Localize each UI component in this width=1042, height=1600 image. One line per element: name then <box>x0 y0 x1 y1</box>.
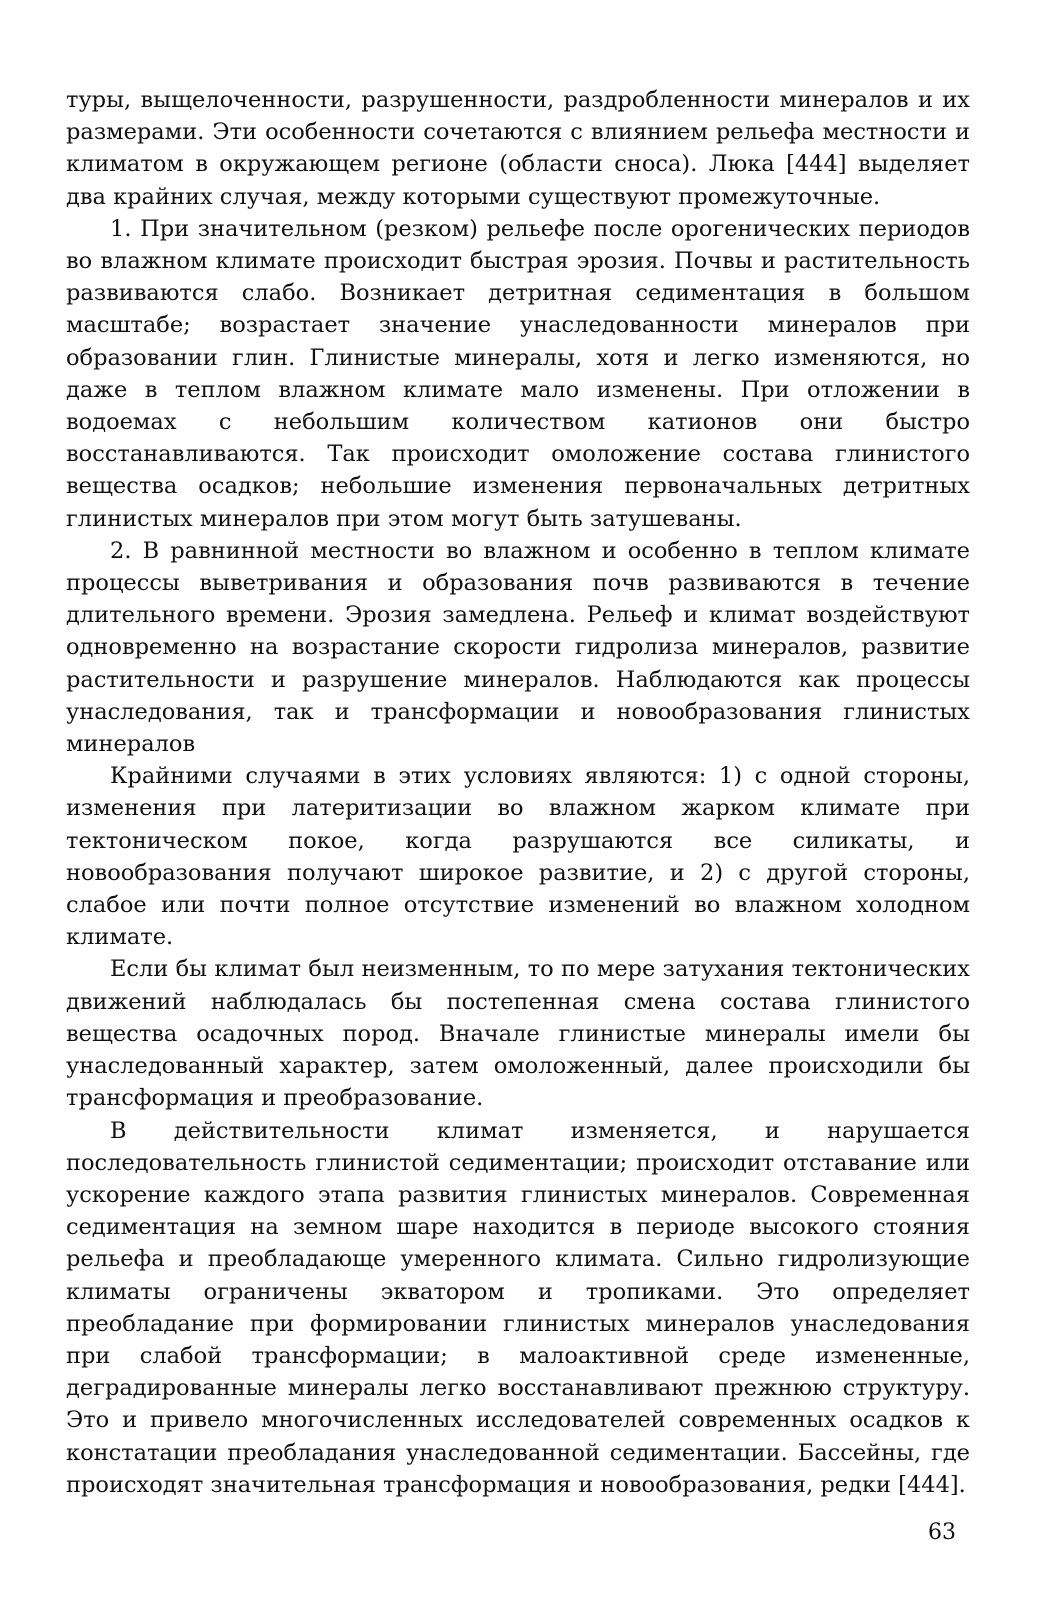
paragraph-continuation: туры, выщелоченности, разрушенности, раздробленности минералов и их размерами. Эти особенности сочетаются с влиянием рельефа местности и климатом в окружающем регионе (области сноса). Люка [444] выделяет два крайних случая, между которыми существуют промежуточные. <box>66 87 970 210</box>
paragraph-extreme-cases: Крайними случаями в этих условиях являются: 1) с одной стороны, изменения при латеритизации во влажном жарком климате при тектоническом покое, когда разрушаются все силикаты, и новообразования получают широкое развитие, и 2) с другой стороны, слабое или почти полное отсутствие изменений во влажном холодном климате. <box>66 763 970 951</box>
paragraph-case-2: 2. В равнинной местности во влажном и особенно в теплом климате процессы выветривания и образования почв развиваются в течение длительного времени. Эрозия замедлена. Рельеф и климат воздействуют одновременно на возрастание скорости гидролиза минералов, развитие растительности и разрушение минералов. Наблюдаются как процессы унаследования, так и трансформации и новообразования глинистых минералов <box>66 537 970 758</box>
paragraph-reality: В действительности климат изменяется, и нарушается последовательность глинистой седиментации; происходит отставание или ускорение каждого этапа развития глинистых минералов. Современная седиментация на земном шаре находится в периоде высокого стояния рельефа и преобладающе умеренного климата. Сильно гидролизующие климаты ограничены экватором и тропиками. Это определяет преобладание при формировании глинистых минералов унаследования при слабой трансформации; в малоактивной среде измененные, деградированные минералы легко восстанавливают прежнюю структуру. Это и привело многочисленных исследователей современных осадков к констатации преобладания унаследованной седиментации. Бассейны, где происходят значительная трансформация и новообразования, редки [444]. <box>66 1117 970 1498</box>
page-number: 63 <box>928 1520 956 1545</box>
page-body <box>66 84 970 1501</box>
paragraph-constant-climate: Если бы климат был неизменным, то по мере затухания тектонических движений наблюдалась бы постепенная смена состава глинистого вещества осадочных пород. Вначале глинистые минералы имели бы унаследованный характер, затем омоложенный, далее происходили бы трансформация и преобразование. <box>66 956 970 1112</box>
paragraph-case-1: 1. При значительном (резком) рельефе после орогенических периодов во влажном климате происходит быстрая эрозия. Почвы и растительность развиваются слабо. Возникает детритная седиментация в большом масштабе; возрастает значение унаследованности минералов при образовании глин. Глинистые минералы, хотя и легко изменяются, но даже в теплом влажном климате мало изменены. При отложении в водоемах с небольшим количеством катионов они быстро восстанавливаются. Так происходит омоложение состава глинистого вещества осадков; небольшие изменения первоначальных детритных глинистых минералов при этом могут быть затушеваны. <box>66 215 970 532</box>
